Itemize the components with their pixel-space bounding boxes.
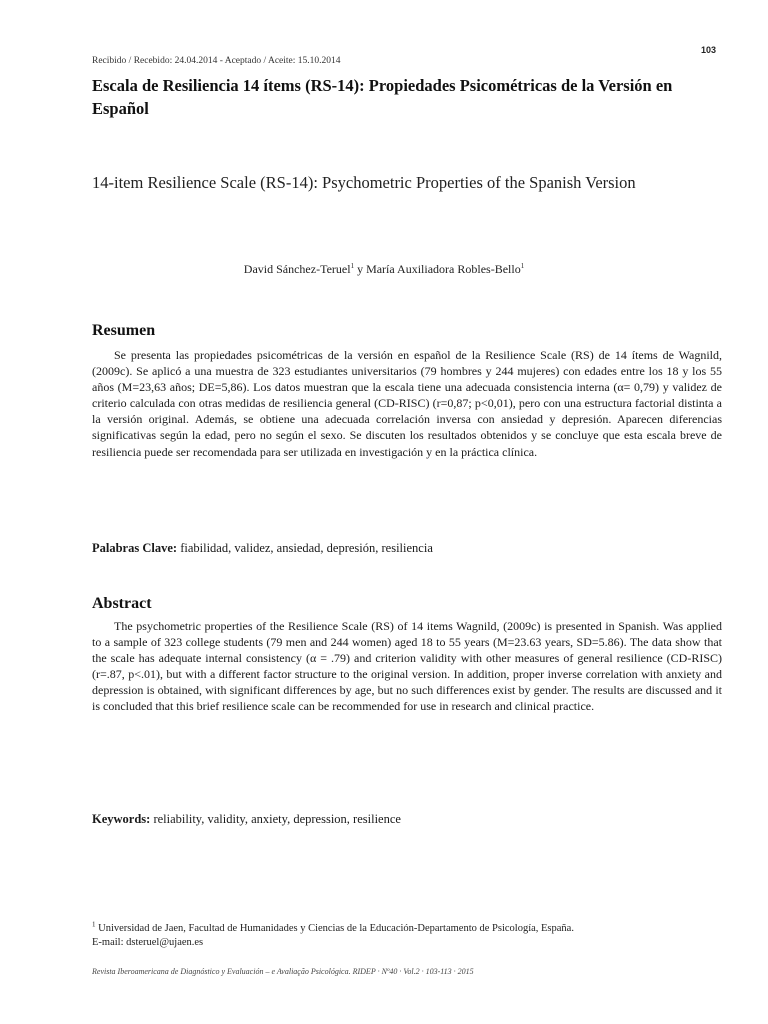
abstract-text: The psychometric properties of the Resilience Scale (RS) of 14 items Wagnild, (2009c) is presented in Spanish. Was applied to a sample of 323 college students (79 men and 244 women) aged 18 to 55 years (M=23.63 years, SD=5.86). The data show that the scale has adequate internal consistency (α = .79) and criterion validity with other measures of general resilience (CD-RISC) (r=.87, p<.01), but with a different factor structure to the original version. In addition, proper inverse correlation with anxiety and depression is obtained, with significant differences by age, but no such differences exist by gender. The results are discussed and it is concluded that this brief resilience scale can be recommended for use in research and clinical practice. xyxy=(92,619,722,714)
palabras-clave xyxy=(92,541,433,556)
author-connector: y xyxy=(354,262,367,276)
keywords xyxy=(92,812,401,827)
footnote-mark: 1 xyxy=(92,920,96,929)
palabras-clave-label: Palabras Clave: xyxy=(92,541,178,555)
resumen-text: Se presenta las propiedades psicométricas de la versión en español de la Resilience Scale (RS) de 14 ítems de Wagnild, (2009c). Se aplicó a una muestra de 323 estudiantes universitarios (79 hombres y 244 mujeres) con edades entre los 18 y los 55 años (M=23,63 años; DE=5,86). Los datos muestran que la escala tiene una adecuada consistencia interna (α= 0,79) y validez de criterio calculada con otras medidas de resiliencia general (CD-RISC) (r=0,87; p<0,01), pero con una estructura factorial distinta a la versión original. Además, se obtiene una adecuada correlación inversa con ansiedad y depresión. Aparecen diferencias significativas según la edad, pero no según el sexo. Se discuten los resultados obtenidos y se concluye que esta escala breve de resiliencia puede ser recomendada para ser utilizada en investigación y en la práctica clínica. xyxy=(92,348,722,459)
footnote xyxy=(92,922,732,950)
author-2-affiliation-mark: 1 xyxy=(520,262,525,270)
author-1-affiliation-mark: 1 xyxy=(350,262,355,270)
abstract-heading: Abstract xyxy=(92,595,152,612)
keywords-terms: reliability, validity, anxiety, depression, resilience xyxy=(150,812,401,826)
resumen-heading: Resumen xyxy=(92,322,156,339)
footnote-email: E-mail: dsteruel@ujaen.es xyxy=(92,937,204,948)
journal-footer: Revista Iberoamericana de Diagnóstico y Evaluación – e Avaliação Psicológica. RIDEP · Nº40 · Vol.2 · 103-113 · 2015 xyxy=(92,967,474,976)
palabras-clave-terms: fiabilidad, validez, ansiedad, depresión, resiliencia xyxy=(177,541,433,555)
author-2: María Auxiliadora Robles-Bello xyxy=(366,262,521,276)
footnote-affiliation: Universidad de Jaen, Facultad de Humanidades y Ciencias de la Educación-Departamento de Psicología, España. xyxy=(95,923,574,934)
page-number: 103 xyxy=(700,45,716,55)
authors-line xyxy=(0,262,768,277)
received-accepted-dates: Recibido / Recebido: 24.04.2014 - Aceptado / Aceite: 15.10.2014 xyxy=(92,56,341,66)
keywords-label: Keywords: xyxy=(92,812,151,826)
author-1: David Sánchez-Teruel xyxy=(243,262,351,276)
title-spanish: Escala de Resiliencia 14 ítems (RS-14): Propiedades Psicométricas de la Versión en Español xyxy=(92,76,673,118)
title-english: 14-item Resilience Scale (RS-14): Psychometric Properties of the Spanish Version xyxy=(92,173,636,192)
footnote-affiliation-line xyxy=(92,922,732,936)
